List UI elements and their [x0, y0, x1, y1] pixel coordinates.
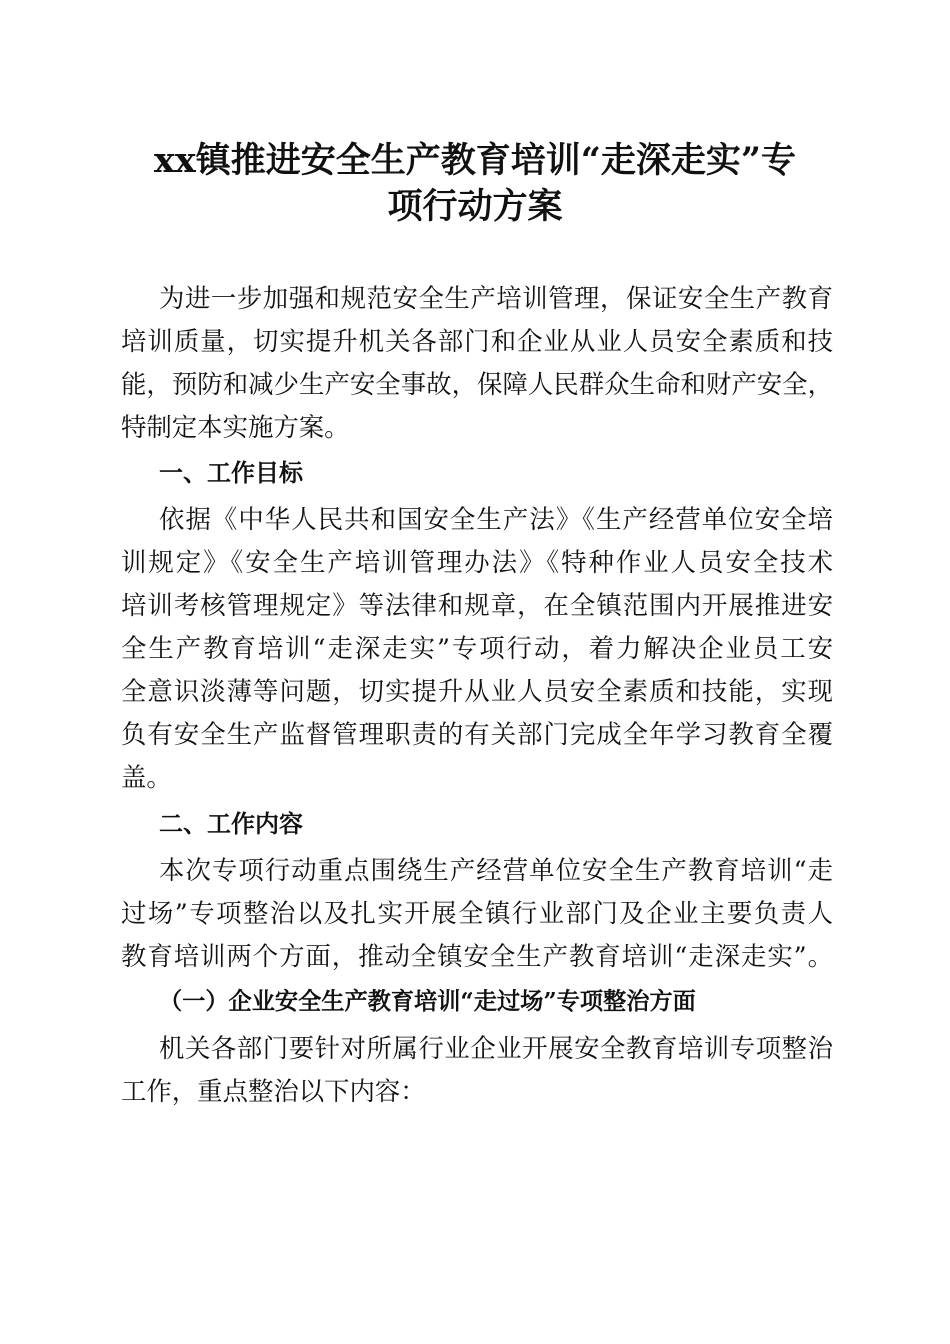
section-1-paragraph-line: 训规定》《安全生产培训管理办法》《特种作业人员安全技术 — [121, 547, 833, 577]
section-2-paragraph-line: 教育培训两个方面，推动全镇安全生产教育培训“走深走实”。 — [121, 941, 833, 971]
document-title-line-1: xx镇推进安全生产教育培训“走深走实”专 — [154, 140, 796, 181]
subsection-1-paragraph-line: 工作，重点整治以下内容： — [121, 1076, 426, 1106]
section-1-paragraph-line: 负有安全生产监督管理职责的有关部门完成全年学习教育全覆 — [121, 719, 833, 749]
section-1-paragraph-line: 依据《中华人民共和国安全生产法》《生产经营单位安全培 — [159, 504, 833, 534]
intro-paragraph-line: 培训质量，切实提升机关各部门和企业从业人员安全素质和技 — [121, 326, 833, 356]
subsection-1-paragraph-line: 机关各部门要针对所属行业企业开展安全教育培训专项整治 — [159, 1033, 833, 1063]
document-title-line-2: 项行动方案 — [387, 186, 563, 227]
section-2-paragraph-line: 过场”专项整治以及扎实开展全镇行业部门及企业主要负责人 — [121, 898, 833, 928]
section-1-paragraph-line: 盖。 — [121, 762, 172, 792]
section-1-paragraph-line: 培训考核管理规定》等法律和规章，在全镇范围内开展推进安 — [121, 590, 833, 620]
section-2-heading: 二、工作内容 — [159, 810, 303, 838]
section-2-paragraph-line: 本次专项行动重点围绕生产经营单位安全生产教育培训“走 — [159, 855, 833, 885]
section-1-heading: 一、工作目标 — [159, 459, 303, 487]
section-1-paragraph-line: 全生产教育培训“走深走实”专项行动，着力解决企业员工安 — [121, 633, 833, 663]
section-1-paragraph-line: 全意识淡薄等问题，切实提升从业人员安全素质和技能，实现 — [121, 676, 833, 706]
intro-paragraph-line: 为进一步加强和规范安全生产培训管理，保证安全生产教育 — [159, 283, 833, 313]
subsection-1-heading: （一）企业安全生产教育培训“走过场”专项整治方面 — [159, 988, 696, 1015]
intro-paragraph-line: 能，预防和减少生产安全事故，保障人民群众生命和财产安全， — [121, 369, 833, 399]
intro-paragraph-line: 特制定本实施方案。 — [121, 412, 350, 442]
